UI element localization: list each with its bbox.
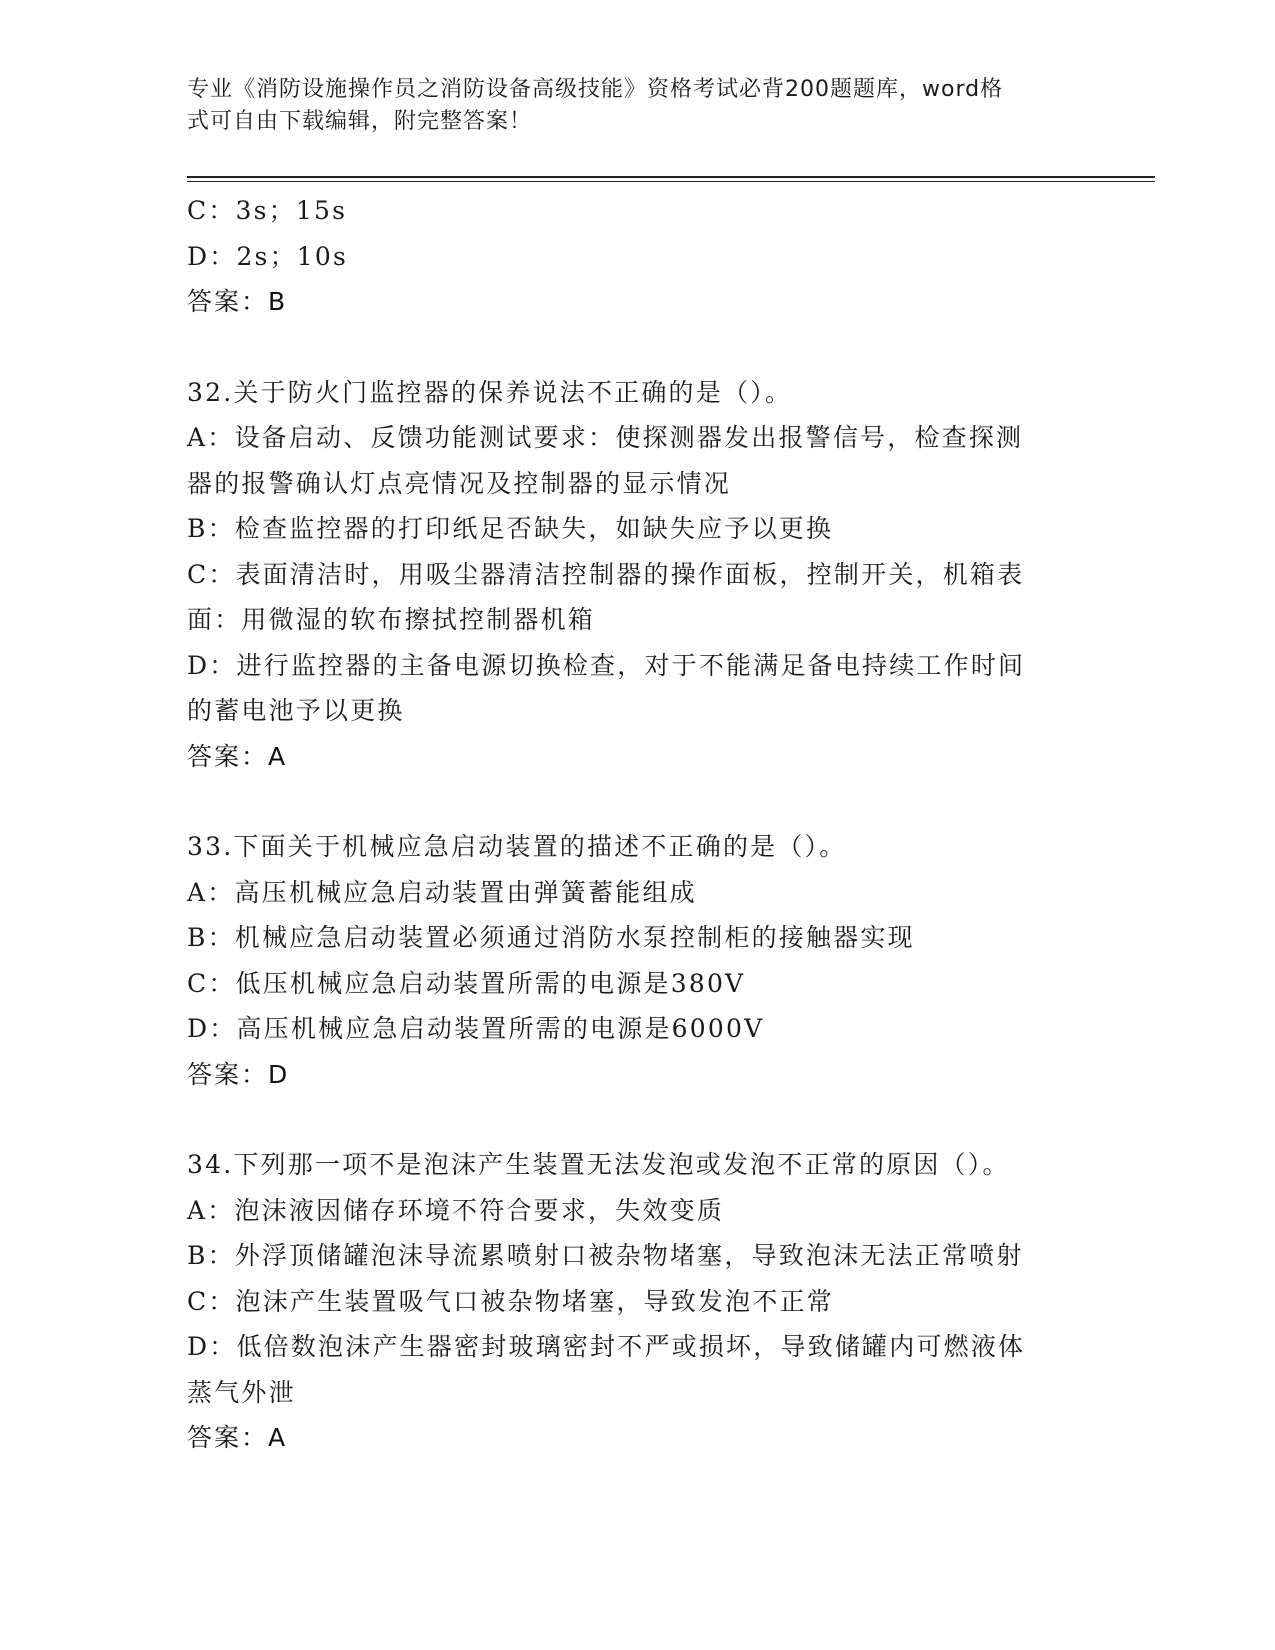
option-a: A：设备启动、反馈功能测试要求：使探测器发出报警信号，检查探测: [187, 423, 1024, 452]
option-a: A：高压机械应急启动装置由弹簧蓄能组成: [187, 877, 697, 907]
option-d: D：2s；10s: [187, 241, 349, 271]
header-line-1: 专业《消防设施操作员之消防设备高级技能》资格考试必背200题题库，word格: [187, 77, 1004, 102]
header-line-2: 式可自由下载编辑，附完整答案！: [187, 109, 533, 134]
answer-line: 答案：B: [187, 287, 288, 316]
question-31-tail: [187, 188, 1067, 325]
spacer: [187, 325, 1067, 370]
question-stem: 33.下面关于机械应急启动装置的描述不正确的是（）。: [187, 832, 847, 861]
option-c: C：3s；15s: [187, 196, 348, 225]
question-33: [187, 824, 1067, 1097]
option-d: D：进行监控器的主备电源切换检查，对于不能满足备电持续工作时间: [187, 650, 1026, 680]
page-header: [187, 74, 1087, 138]
option-c-cont: 面：用微湿的软布擦拭控制器机箱: [187, 605, 596, 634]
option-c: C：低压机械应急启动装置所需的电源是380V: [187, 968, 746, 998]
option-d: D：高压机械应急启动装置所需的电源是6000V: [187, 1014, 765, 1043]
option-a-cont: 器的报警确认灯点亮情况及控制器的显示情况: [187, 468, 732, 498]
question-34: [187, 1142, 1067, 1461]
answer-line: 答案：D: [187, 1059, 290, 1089]
question-stem: 32.关于防火门监控器的保养说法不正确的是（）。: [187, 377, 793, 407]
answer-line: 答案：A: [187, 1423, 288, 1452]
answer-line: 答案：A: [187, 741, 288, 771]
spacer: [187, 1097, 1067, 1142]
question-list: [187, 188, 1067, 1461]
option-b: B：检查监控器的打印纸足否缺失，如缺失应予以更换: [187, 514, 834, 543]
header-rule-thick: [187, 176, 1155, 178]
question-32: [187, 370, 1067, 780]
spacer: [187, 779, 1067, 824]
option-d-cont: 的蓄电池予以更换: [187, 696, 405, 725]
option-b: B：机械应急启动装置必须通过消防水泵控制柜的接触器实现: [187, 923, 915, 952]
header-rule-thin: [187, 181, 1155, 182]
option-c: C：表面清洁时，用吸尘器清洁控制器的操作面板，控制开关，机箱表: [187, 559, 1025, 589]
question-stem: 34.下列那一项不是泡沫产生装置无法发泡或发泡不正常的原因（）。: [187, 1150, 1010, 1179]
option-a: A：泡沫液因储存环境不符合要求，失效变质: [187, 1195, 725, 1225]
option-c: C：泡沫产生装置吸气口被杂物堵塞，导致发泡不正常: [187, 1286, 834, 1316]
option-b: B：外浮顶储罐泡沫导流累喷射口被杂物堵塞，导致泡沫无法正常喷射: [187, 1241, 1024, 1270]
option-d-cont: 蒸气外泄: [187, 1377, 296, 1407]
option-d: D：低倍数泡沫产生器密封玻璃密封不严或损坏，导致储罐内可燃液体: [187, 1332, 1026, 1361]
